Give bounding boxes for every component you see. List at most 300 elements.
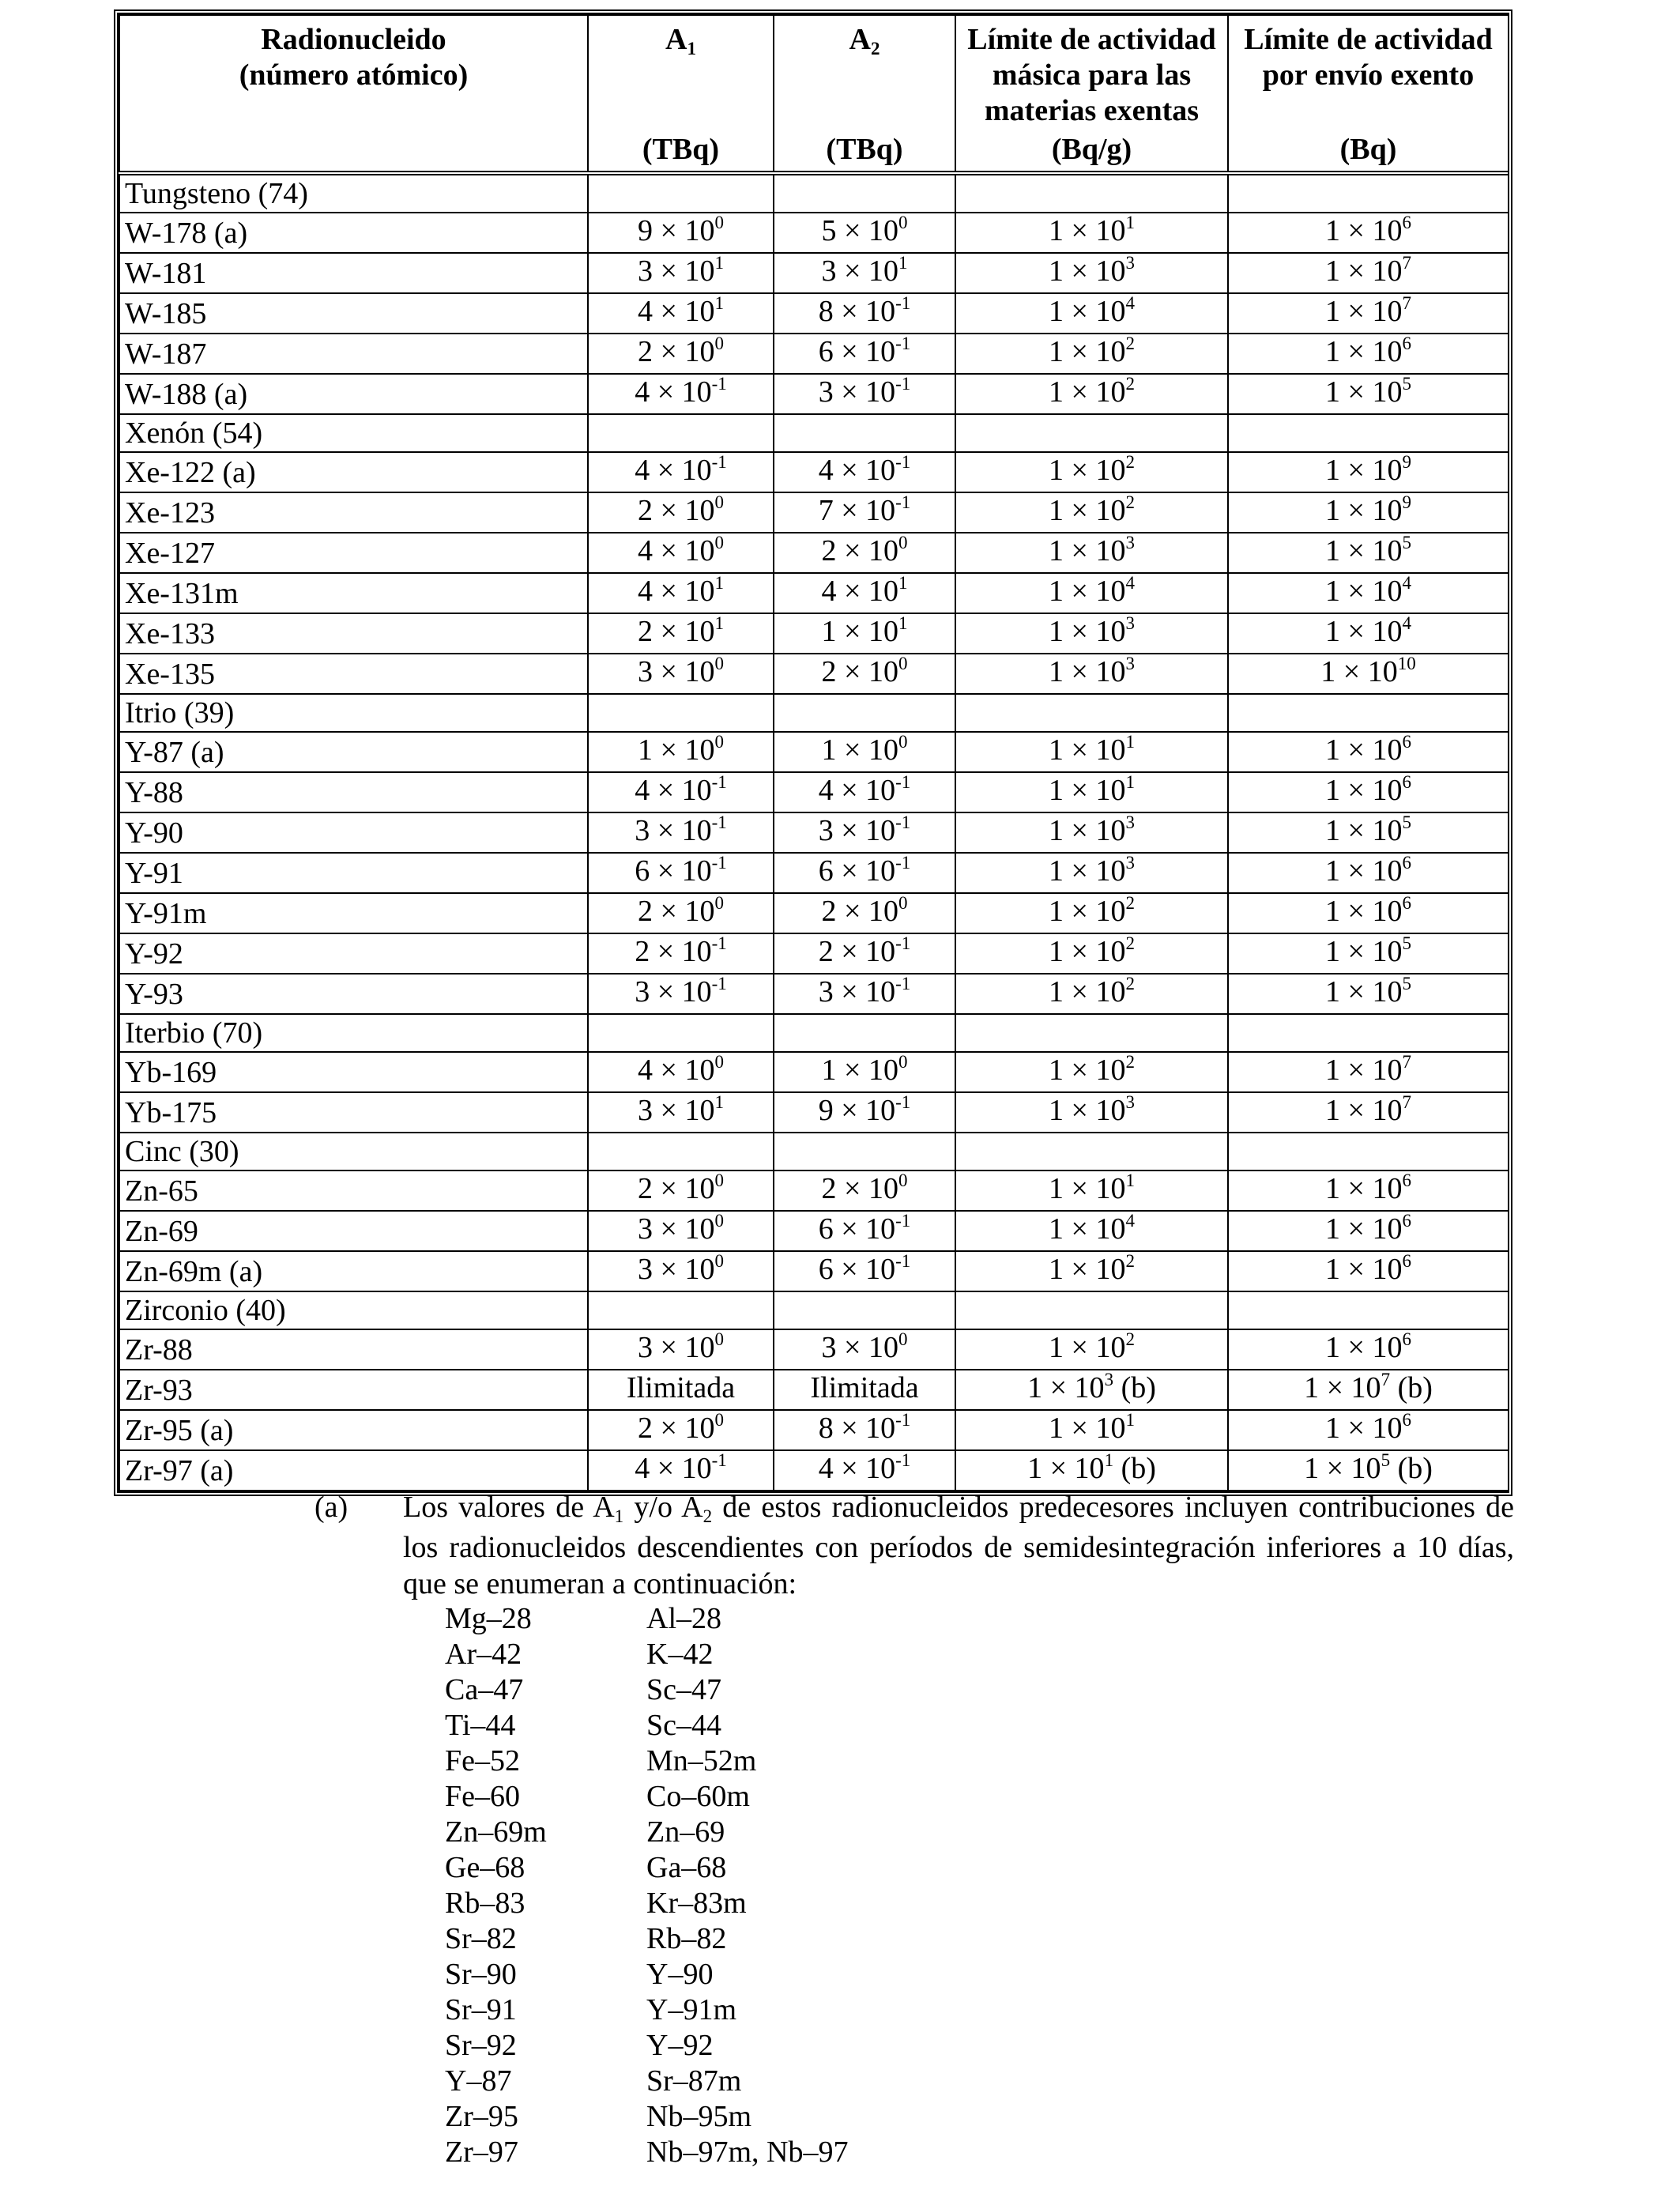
mass-limit-value-base: 1 × 10 (1049, 935, 1126, 968)
consignment-limit-value-suffix: (b) (1390, 1371, 1433, 1404)
consignment-limit-value-exponent: 5 (1381, 1450, 1391, 1470)
consignment-limit-value-base: 1 × 10 (1325, 1172, 1403, 1205)
a2-value-base: 6 × 10 (818, 854, 896, 888)
nuclide-name: Zn-69m (a) (119, 1251, 588, 1291)
a2-value-exponent: -1 (895, 772, 911, 792)
nuclide-name: Zr-95 (a) (119, 1410, 588, 1450)
consignment-limit-value (1228, 654, 1509, 694)
mass-limit-value (955, 253, 1228, 293)
consignment-limit-value (1228, 853, 1509, 893)
mass-limit-value-base: 1 × 10 (1027, 1452, 1105, 1485)
a2-value (774, 974, 955, 1014)
mass-limit-value-exponent: 3 (1104, 1370, 1114, 1389)
empty-cell (774, 694, 955, 732)
a2-value-exponent: -1 (895, 1251, 911, 1271)
a2-value (774, 213, 955, 253)
a1-value-base: 2 × 10 (638, 494, 715, 527)
table-row (119, 1171, 1509, 1211)
empty-cell (1228, 414, 1509, 452)
mass-limit-value-exponent: 3 (1125, 654, 1135, 673)
empty-cell (588, 173, 774, 213)
header-mass-activity-line1: Límite de actividad (967, 23, 1216, 56)
a1-value-exponent: 0 (714, 1171, 724, 1190)
group-row (119, 1014, 1509, 1052)
mass-limit-value-base: 1 × 10 (1049, 1331, 1126, 1364)
empty-cell (955, 1133, 1228, 1171)
a1-value (588, 1370, 774, 1410)
a1-value-base: 4 × 10 (635, 454, 712, 487)
mass-limit-value (955, 452, 1228, 492)
mass-limit-value-exponent: 2 (1125, 1052, 1135, 1072)
parent-nuclide: Zr–97 (445, 2136, 518, 2169)
mass-limit-value (955, 893, 1228, 933)
table-row (119, 492, 1509, 533)
mass-limit-value-exponent: 2 (1125, 933, 1135, 953)
mass-limit-value-exponent: 4 (1125, 1211, 1135, 1231)
element-group-label: Xenón (54) (119, 414, 588, 452)
a1-value (588, 613, 774, 654)
a1-value-exponent: 0 (714, 1251, 724, 1271)
header-radionuclide-line2: (número atómico) (239, 58, 469, 92)
mass-limit-value-base: 1 × 10 (1049, 1094, 1126, 1127)
consignment-limit-value (1228, 492, 1509, 533)
mass-limit-value-exponent: 1 (1125, 1171, 1135, 1190)
a2-value-base: 7 × 10 (818, 494, 896, 527)
consignment-limit-value-exponent: 9 (1402, 452, 1411, 472)
consignment-limit-value (1228, 253, 1509, 293)
a2-value-base: 2 × 10 (821, 534, 898, 567)
a2-value (774, 1251, 955, 1291)
a2-value-base: 3 × 10 (818, 975, 896, 1008)
parent-nuclide: Ar–42 (445, 1638, 522, 1671)
nuclide-name: Xe-127 (119, 533, 588, 573)
a2-value (774, 533, 955, 573)
mass-limit-value (955, 732, 1228, 772)
a2-value-base: 4 × 10 (821, 575, 898, 608)
empty-cell (588, 1291, 774, 1329)
consignment-limit-value-base: 1 × 10 (1325, 494, 1403, 527)
mass-limit-value-base: 1 × 10 (1049, 575, 1126, 608)
table-row (119, 613, 1509, 654)
consignment-limit-value-base: 1 × 10 (1325, 814, 1403, 847)
table-row (119, 1211, 1509, 1251)
table-row (119, 1450, 1509, 1491)
nuclide-name: Zr-93 (119, 1370, 588, 1410)
a1-value-exponent: 1 (714, 573, 724, 593)
consignment-limit-value-exponent: 6 (1402, 334, 1411, 353)
a1-value-base: 3 × 10 (635, 814, 712, 847)
consignment-limit-value-exponent: 6 (1402, 1329, 1411, 1349)
mass-limit-value-exponent: 3 (1125, 853, 1135, 873)
a1-value-base: 4 × 10 (638, 1054, 715, 1087)
mass-limit-value (955, 1251, 1228, 1291)
consignment-limit-value-exponent: 6 (1402, 1410, 1411, 1430)
consignment-limit-value-base: 1 × 10 (1325, 454, 1403, 487)
parent-nuclide: Sr–92 (445, 2029, 517, 2062)
mass-limit-value-base: 1 × 10 (1049, 534, 1126, 567)
nuclide-name: Y-90 (119, 812, 588, 853)
consignment-limit-value-base: 1 × 10 (1325, 1054, 1403, 1087)
a1-value-base: 2 × 10 (638, 1172, 715, 1205)
empty-cell (1228, 173, 1509, 213)
a2-value-exponent: -1 (895, 1410, 911, 1430)
footnote-text (403, 1489, 1514, 1602)
a2-value-base: 4 × 10 (818, 454, 896, 487)
mass-limit-value-exponent: 1 (1125, 772, 1135, 792)
header-consignment-unit: (Bq) (1339, 133, 1397, 166)
table-row (119, 334, 1509, 374)
table-row (119, 1092, 1509, 1133)
parent-nuclide: Fe–60 (445, 1780, 520, 1813)
daughter-nuclide: Sc–47 (646, 1673, 721, 1706)
mass-limit-value (955, 1329, 1228, 1370)
consignment-limit-value (1228, 893, 1509, 933)
table-row (119, 654, 1509, 694)
a1-value (588, 533, 774, 573)
a2-value (774, 293, 955, 334)
a1-value (588, 293, 774, 334)
mass-limit-value-base: 1 × 10 (1049, 854, 1126, 888)
footnote-text-part: de estos radionucleidos predecesores incluyen contribuciones de los radionucleidos descendientes con períodos de semidesintegración inferiores a 10 días, que se enumeran a continuación: (403, 1491, 1514, 1600)
consignment-limit-value-base: 1 × 10 (1325, 214, 1403, 247)
nuclide-name: Xe-123 (119, 492, 588, 533)
parent-nuclide: Mg–28 (445, 1602, 532, 1635)
a1-value-exponent: -1 (711, 974, 727, 993)
radionuclide-table-frame (114, 9, 1512, 1496)
table-row (119, 1370, 1509, 1410)
a1-value-exponent: 0 (714, 654, 724, 673)
parent-nuclide: Fe–52 (445, 1744, 520, 1777)
header-mass-activity-limit (955, 15, 1228, 173)
consignment-limit-value-exponent: 6 (1402, 1251, 1411, 1271)
a2-value (774, 1211, 955, 1251)
a2-value-base: 2 × 10 (821, 1172, 898, 1205)
a1-value-base: 9 × 10 (638, 214, 715, 247)
a1-value-exponent: 0 (714, 1052, 724, 1072)
header-radionuclide (119, 15, 588, 173)
consignment-limit-value (1228, 573, 1509, 613)
nuclide-name: Zr-97 (a) (119, 1450, 588, 1491)
radionuclide-table (119, 14, 1509, 1491)
consignment-limit-value (1228, 613, 1509, 654)
mass-limit-value (955, 334, 1228, 374)
a2-value-exponent: 0 (898, 533, 908, 552)
a1-value-exponent: 0 (714, 533, 724, 552)
a2-value (774, 1092, 955, 1133)
consignment-limit-value-exponent: 6 (1402, 1171, 1411, 1190)
a1-value (588, 974, 774, 1014)
a2-value-base: Ilimitada (810, 1371, 919, 1404)
a1-value (588, 1410, 774, 1450)
a1-value-base: 2 × 10 (638, 1412, 715, 1445)
mass-limit-value-base: 1 × 10 (1049, 1412, 1126, 1445)
a2-value-exponent: 0 (898, 1052, 908, 1072)
nuclide-name: Xe-135 (119, 654, 588, 694)
a1-value (588, 492, 774, 533)
a2-value (774, 1052, 955, 1092)
a1-value-base: 2 × 10 (635, 935, 712, 968)
parent-nuclide: Sr–90 (445, 1958, 517, 1991)
a2-value-exponent: 0 (898, 732, 908, 752)
mass-limit-value-base: 1 × 10 (1049, 375, 1126, 409)
consignment-limit-value-exponent: 6 (1402, 853, 1411, 873)
nuclide-name: Y-93 (119, 974, 588, 1014)
parent-nuclide: Ca–47 (445, 1673, 524, 1706)
consignment-limit-value-exponent: 10 (1397, 654, 1416, 673)
consignment-limit-value-exponent: 4 (1402, 613, 1411, 633)
a1-value-base: 4 × 10 (638, 534, 715, 567)
a2-value-base: 3 × 10 (821, 254, 898, 288)
consignment-limit-value-exponent: 4 (1402, 573, 1411, 593)
a2-value (774, 654, 955, 694)
mass-limit-value-base: 1 × 10 (1049, 1212, 1126, 1246)
consignment-limit-value (1228, 1329, 1509, 1370)
a2-value (774, 334, 955, 374)
a2-value-base: 2 × 10 (821, 895, 898, 928)
mass-limit-value-exponent: 4 (1125, 293, 1135, 313)
consignment-limit-value (1228, 1171, 1509, 1211)
consignment-limit-value (1228, 1251, 1509, 1291)
element-group-label: Zirconio (40) (119, 1291, 588, 1329)
a1-value-exponent: 1 (714, 293, 724, 313)
a1-value-exponent: 0 (714, 1410, 724, 1430)
parent-nuclide: Zn–69m (445, 1815, 547, 1849)
empty-cell (588, 1133, 774, 1171)
daughter-nuclide: Y–90 (646, 1958, 714, 1991)
nuclide-name: W-185 (119, 293, 588, 334)
daughter-nuclide: Y–92 (646, 2029, 714, 2062)
mass-limit-value-base: 1 × 10 (1049, 494, 1126, 527)
parent-nuclide: Sr–82 (445, 1922, 517, 1955)
mass-limit-value-base: 1 × 10 (1049, 295, 1126, 328)
a2-value-exponent: 0 (898, 213, 908, 232)
a1-value-base: 4 × 10 (635, 375, 712, 409)
a1-value-base: Ilimitada (626, 1371, 736, 1404)
a2-value (774, 1329, 955, 1370)
a2-value (774, 933, 955, 974)
a2-value-exponent: -1 (895, 1450, 911, 1470)
a2-value-base: 6 × 10 (818, 335, 896, 368)
a1-value (588, 812, 774, 853)
consignment-limit-value (1228, 213, 1509, 253)
a2-value-base: 8 × 10 (818, 295, 896, 328)
nuclide-name: Y-92 (119, 933, 588, 974)
a2-value-base: 2 × 10 (821, 655, 898, 688)
a1-value-exponent: -1 (711, 853, 727, 873)
nuclide-name: Zn-69 (119, 1211, 588, 1251)
a2-value (774, 732, 955, 772)
a2-value-base: 8 × 10 (818, 1412, 896, 1445)
mass-limit-value (955, 1370, 1228, 1410)
consignment-limit-value (1228, 1370, 1509, 1410)
header-consignment-line1: Límite de actividad (1244, 23, 1493, 56)
header-a2-symbol: A (849, 23, 871, 56)
a2-value-base: 9 × 10 (818, 1094, 896, 1127)
element-group-label: Itrio (39) (119, 694, 588, 732)
consignment-limit-value-base: 1 × 10 (1325, 1253, 1403, 1286)
nuclide-name: Y-88 (119, 772, 588, 812)
a2-value (774, 893, 955, 933)
header-a2-subscript: 2 (870, 39, 880, 58)
header-mass-activity-line3: materias exentas (984, 94, 1200, 127)
a2-value-exponent: -1 (895, 933, 911, 953)
nuclide-name: W-181 (119, 253, 588, 293)
empty-cell (774, 1014, 955, 1052)
mass-limit-value-base: 1 × 10 (1049, 733, 1126, 767)
mass-limit-value-base: 1 × 10 (1049, 254, 1126, 288)
nuclide-name: Xe-133 (119, 613, 588, 654)
parent-nuclide: Zr–95 (445, 2100, 518, 2133)
mass-limit-value-exponent: 2 (1125, 974, 1135, 993)
a1-value-base: 3 × 10 (638, 1331, 715, 1364)
mass-limit-value-base: 1 × 10 (1049, 975, 1126, 1008)
daughter-nuclide: Rb–82 (646, 1922, 727, 1955)
header-a2 (774, 15, 955, 173)
mass-limit-value-exponent: 3 (1125, 613, 1135, 633)
table-row (119, 213, 1509, 253)
group-row (119, 694, 1509, 732)
empty-cell (1228, 1291, 1509, 1329)
consignment-limit-value-exponent: 7 (1402, 253, 1411, 273)
group-row (119, 173, 1509, 213)
consignment-limit-value-base: 1 × 10 (1325, 534, 1403, 567)
group-row (119, 1291, 1509, 1329)
nuclide-name: W-188 (a) (119, 374, 588, 414)
a2-value-base: 5 × 10 (821, 214, 898, 247)
a1-value-exponent: 1 (714, 253, 724, 273)
a1-value (588, 1052, 774, 1092)
a1-value (588, 374, 774, 414)
a2-value-exponent: -1 (895, 334, 911, 353)
a1-value (588, 772, 774, 812)
nuclide-name: Y-91 (119, 853, 588, 893)
mass-limit-value-suffix: (b) (1113, 1371, 1156, 1404)
parent-nuclide: Sr–91 (445, 1993, 517, 2026)
a2-value-base: 3 × 10 (818, 375, 896, 409)
nuclide-name: Zn-65 (119, 1171, 588, 1211)
mass-limit-value (955, 974, 1228, 1014)
consignment-limit-value-exponent: 7 (1402, 293, 1411, 313)
parent-nuclide: Ti–44 (445, 1709, 516, 1742)
a1-value-base: 3 × 10 (638, 655, 715, 688)
a1-value (588, 1092, 774, 1133)
mass-limit-value (955, 492, 1228, 533)
consignment-limit-value (1228, 1092, 1509, 1133)
a2-value (774, 853, 955, 893)
nuclide-name: Zr-88 (119, 1329, 588, 1370)
mass-limit-value-base: 1 × 10 (1049, 895, 1126, 928)
header-mass-activity-unit: (Bq/g) (1051, 133, 1132, 166)
mass-limit-value-exponent: 2 (1125, 374, 1135, 394)
a1-value (588, 853, 774, 893)
a1-value (588, 732, 774, 772)
daughter-nuclide: Co–60m (646, 1780, 750, 1813)
nuclide-name: Xe-122 (a) (119, 452, 588, 492)
a2-value-exponent: 1 (898, 613, 908, 633)
a2-value-base: 4 × 10 (818, 1452, 896, 1485)
empty-cell (1228, 1014, 1509, 1052)
header-a1 (588, 15, 774, 173)
consignment-limit-value-exponent: 6 (1402, 213, 1411, 232)
mass-limit-value-suffix: (b) (1113, 1452, 1156, 1485)
empty-cell (955, 694, 1228, 732)
header-a1-symbol: A (665, 23, 687, 56)
consignment-limit-value-base: 1 × 10 (1325, 854, 1403, 888)
consignment-limit-value-base: 1 × 10 (1325, 375, 1403, 409)
consignment-limit-value-base: 1 × 10 (1325, 935, 1403, 968)
a2-value-exponent: 1 (898, 573, 908, 593)
table-body (119, 173, 1509, 1491)
mass-limit-value (955, 1211, 1228, 1251)
mass-limit-value (955, 933, 1228, 974)
consignment-limit-value-exponent: 5 (1402, 812, 1411, 832)
a1-value (588, 1171, 774, 1211)
empty-cell (588, 414, 774, 452)
table-row (119, 293, 1509, 334)
a1-value-exponent: -1 (711, 772, 727, 792)
a1-value-exponent: -1 (711, 933, 727, 953)
table-row (119, 933, 1509, 974)
header-a1-subscript: 1 (687, 39, 696, 58)
a1-value-exponent: 0 (714, 334, 724, 353)
mass-limit-value-exponent: 2 (1125, 893, 1135, 913)
footnote-text-part: y/o A (623, 1491, 703, 1524)
nuclide-name: W-178 (a) (119, 213, 588, 253)
consignment-limit-value (1228, 293, 1509, 334)
consignment-limit-value (1228, 334, 1509, 374)
consignment-limit-value-suffix: (b) (1390, 1452, 1433, 1485)
mass-limit-value (955, 1410, 1228, 1450)
nuclide-name: Y-87 (a) (119, 732, 588, 772)
nuclide-name: Xe-131m (119, 573, 588, 613)
a2-value-base: 6 × 10 (818, 1253, 896, 1286)
mass-limit-value-base: 1 × 10 (1049, 1253, 1126, 1286)
a2-value-exponent: 0 (898, 893, 908, 913)
mass-limit-value-exponent: 3 (1125, 253, 1135, 273)
empty-cell (774, 1291, 955, 1329)
consignment-limit-value-exponent: 7 (1402, 1092, 1411, 1112)
a2-value-exponent: 1 (898, 253, 908, 273)
mass-limit-value-exponent: 1 (1104, 1450, 1114, 1470)
a1-value-base: 3 × 10 (638, 1212, 715, 1246)
a1-value (588, 213, 774, 253)
a1-value-exponent: -1 (711, 812, 727, 832)
a2-value-base: 1 × 10 (821, 615, 898, 648)
a2-value-exponent: -1 (895, 374, 911, 394)
mass-limit-value-base: 1 × 10 (1049, 1054, 1126, 1087)
a1-value (588, 452, 774, 492)
mass-limit-value (955, 374, 1228, 414)
a1-value-base: 4 × 10 (638, 575, 715, 608)
consignment-limit-value (1228, 933, 1509, 974)
mass-limit-value-exponent: 1 (1125, 1410, 1135, 1430)
a2-value-base: 2 × 10 (818, 935, 896, 968)
a2-value-exponent: -1 (895, 1211, 911, 1231)
nuclide-name: Y-91m (119, 893, 588, 933)
a1-value-base: 4 × 10 (638, 295, 715, 328)
empty-cell (1228, 694, 1509, 732)
a1-value (588, 1211, 774, 1251)
consignment-limit-value (1228, 974, 1509, 1014)
a1-value-base: 3 × 10 (638, 1253, 715, 1286)
a2-value (774, 492, 955, 533)
consignment-limit-value-exponent: 9 (1402, 492, 1411, 512)
daughter-nuclide: Sr–87m (646, 2064, 742, 2098)
mass-limit-value-exponent: 3 (1125, 533, 1135, 552)
table-row (119, 374, 1509, 414)
a2-value (774, 573, 955, 613)
consignment-limit-value-base: 1 × 10 (1325, 254, 1403, 288)
